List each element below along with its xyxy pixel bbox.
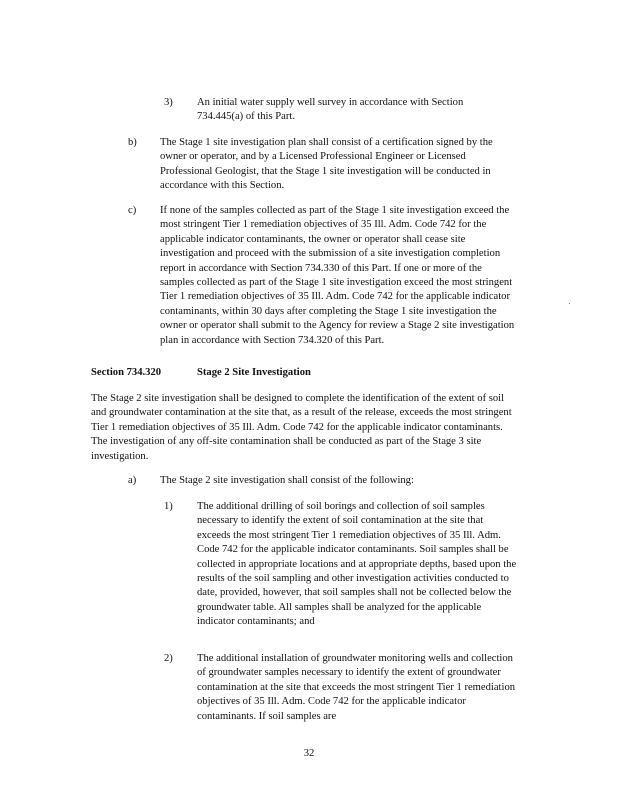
subitem-text: The additional drilling of soil borings and collection of soil samples necessary to identify the extent of soil contamination at the site that exceeds the most stringent Tier 1 remediation objectives of 35 Ill. Adm. Code 742 for the applicable indicator contaminants. Soil samples shall be collected in appropriate locations and at appropriate depths, based upon the results of the soil sampling and other investigation activities conducted to date, provided, however, that soil samples shall not be collected below the groundwater table. All samples shall be analyzed for the applicable indicator contaminants; and [197, 501, 517, 628]
item-text: An initial water supply well survey in accordance with Section 734.445(a) of this Part. [197, 97, 464, 123]
subsection-label: a) [128, 475, 137, 486]
section-intro: The Stage 2 site investigation shall be designed to complete the identification of the extent of soil and groundwater contamination at the site that, as a result of the release, exceeds the most stringent Tier 1 remediation objectives of 35 Ill. Adm. Code 742 for the applicable indicator contaminants. The investigation of any off-site contamination shall be conducted as part of the Stage 3 site investigation. [91, 393, 512, 462]
item-label: 3) [164, 97, 173, 108]
item-text: The Stage 1 site investigation plan shall consist of a certification signed by the owner or operator, and by a Licensed Professional Engineer or Licensed Professional Geologist, that the Stage 1 site investigation will be conducted in accordance with this Section. [160, 137, 493, 192]
page-number: 32 [303, 748, 315, 759]
subitem-text: The additional installation of groundwater monitoring wells and collection of groundwater samples necessary to identify the extent of groundwater contamination at the site that exceeds the most stringent Tier 1 remediation objectives of 35 Ill. Adm. Code 742 for the applicable indicator contaminants. If soil samples are [197, 653, 516, 722]
item-text: If none of the samples collected as part of the Stage 1 site investigation exceed the most stringent Tier 1 remediation objectives of 35 Ill. Adm. Code 742 for the applicable indicator contaminants, the owner or operator shall cease site investigation and proceed with the submission of a site investigation completion report in accordance with Section 734.330 of this Part. If one or more of the samples collected as part of the Stage 1 site investigation exceed the most stringent Tier 1 remediation objectives of 35 Ill. Adm. Code 742 for the applicable indicator contaminants, within 30 days after completing the Stage 1 site investigation the owner or operator shall submit to the Agency for review a Stage 2 site investigation plan in accordance with Section 734.320 of this Part. [160, 205, 515, 346]
scan-speck [569, 303, 570, 304]
section-title: Stage 2 Site Investigation [197, 367, 311, 378]
item-label: b) [128, 137, 137, 148]
item-label: c) [128, 205, 137, 216]
section-number: Section 734.320 [91, 367, 162, 378]
subitem-label: 1) [164, 501, 173, 512]
subitem-label: 2) [164, 653, 173, 664]
subsection-text: The Stage 2 site investigation shall consist of the following: [160, 475, 414, 486]
